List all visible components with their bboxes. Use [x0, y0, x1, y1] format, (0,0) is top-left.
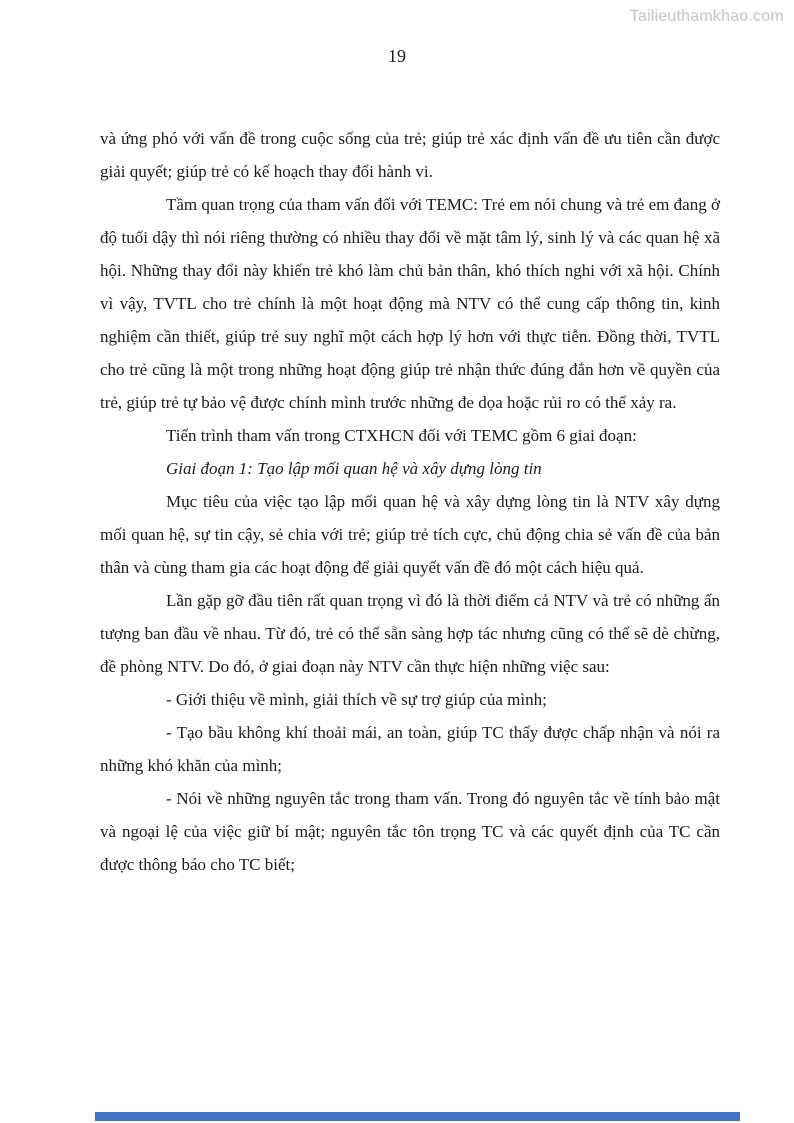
paragraph: Tiến trình tham vấn trong CTXHCN đối với TEMC gồm 6 giai đoạn:	[166, 426, 637, 445]
paragraph: - Giới thiệu về mình, giải thích về sự trợ giúp của mình;	[166, 690, 547, 709]
paragraph: Giai đoạn 1: Tạo lập mối quan hệ và xây dựng lòng tin	[166, 459, 542, 478]
paragraph: Mục tiêu của việc tạo lập mối quan hệ và xây dựng lòng tin là NTV xây dựng mối quan hệ, sự tin cậy, sẻ chia với trẻ; giúp trẻ tích cực, chủ động chia sẻ vấn đề của bản thân và cùng tham gia các hoạt động để giải quyết vấn đề đó một cách hiệu quả.	[100, 492, 720, 577]
footer-bar	[95, 1112, 740, 1121]
paragraph: - Tạo bầu không khí thoải mái, an toàn, giúp TC thấy được chấp nhận và nói ra những khó khăn của mình;	[100, 723, 720, 775]
paragraph: Lần gặp gỡ đầu tiên rất quan trọng vì đó là thời điểm cả NTV và trẻ có những ấn tượng ban đầu về nhau. Từ đó, trẻ có thể sẵn sàng hợp tác nhưng cũng có thể sẽ dè chừng, đề phòng NTV. Do đó, ở giai đoạn này NTV cần thực hiện những việc sau:	[100, 591, 720, 676]
page-number: 19	[388, 46, 406, 66]
site-watermark: Tailieuthamkhao.com	[629, 8, 784, 25]
paragraph: - Nói về những nguyên tắc trong tham vấn. Trong đó nguyên tắc về tính bảo mật và ngoại lệ của việc giữ bí mật; nguyên tắc tôn trọng TC và các quyết định của TC cần được thông báo cho TC biết;	[100, 789, 720, 874]
paragraph: và ứng phó với vấn đề trong cuộc sống của trẻ; giúp trẻ xác định vấn đề ưu tiên cần được giải quyết; giúp trẻ có kế hoạch thay đổi hành vi.	[100, 129, 720, 181]
document-body	[100, 122, 720, 881]
paragraph: Tầm quan trọng của tham vấn đối với TEMC: Trẻ em nói chung và trẻ em đang ở độ tuổi dậy thì nói riêng thường có nhiều thay đổi về mặt tâm lý, sinh lý và các quan hệ xã hội. Những thay đổi này khiến trẻ khó làm chủ bản thân, khó thích nghi với xã hội. Chính vì vậy, TVTL cho trẻ chính là một hoạt động mà NTV có thể cung cấp thông tin, kinh nghiệm cần thiết, giúp trẻ suy nghĩ một cách hợp lý hơn với thực tiễn. Đồng thời, TVTL cho trẻ cũng là một trong những hoạt động giúp trẻ nhận thức đúng đắn hơn về quyền của trẻ, giúp trẻ tự bảo vệ được chính mình trước những đe dọa hoặc rủi ro có thể xảy ra.	[100, 195, 720, 412]
